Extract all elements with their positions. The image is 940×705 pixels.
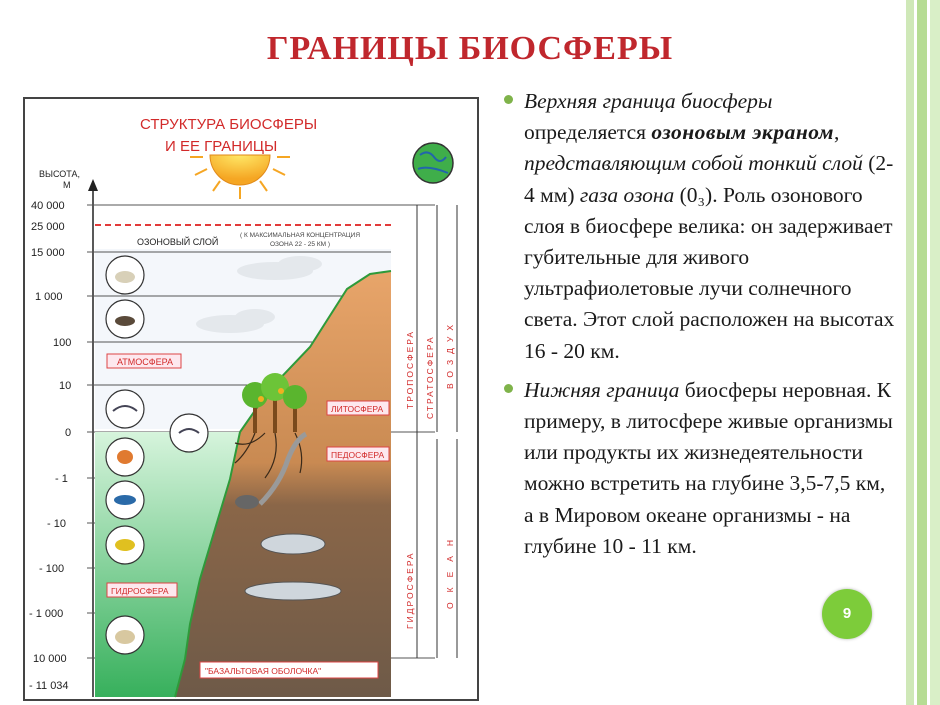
vertical-label-air: ВОЗДУХ bbox=[445, 318, 455, 389]
tick-10000: 10 000 bbox=[33, 653, 67, 665]
paragraph-lower-boundary bbox=[502, 375, 897, 562]
groundwater-lens-1 bbox=[261, 534, 325, 554]
vertical-label-troposphere: ТРОПОСФЕРА bbox=[405, 329, 415, 409]
vertical-label-ocean: ОКЕАН bbox=[445, 529, 455, 609]
ozone-note-line2: ОЗОНА 22 - 25 КМ ) bbox=[270, 241, 331, 248]
vertical-label-hydrosphere: ГИДРОСФЕРА bbox=[405, 551, 415, 629]
zone-label-hydrosphere: ГИДРОСФЕРА bbox=[111, 586, 169, 596]
slide-text bbox=[502, 86, 897, 570]
slide-title: ГРАНИЦЫ БИОСФЕРЫ bbox=[266, 30, 674, 67]
tick-15000: 15 000 bbox=[31, 247, 65, 259]
p1-text-c: (2-4 мм) bbox=[524, 151, 894, 207]
bullet-icon bbox=[504, 384, 513, 393]
tick-1000: 1 000 bbox=[35, 291, 63, 303]
insect-icon bbox=[170, 414, 208, 452]
zone-label-atmosphere: АТМОСФЕРА bbox=[117, 357, 174, 367]
lower-boundary-term: Нижняя граница bbox=[524, 377, 680, 402]
p1-italic-a: представляющим собой тонкий слой bbox=[524, 151, 863, 176]
biosphere-structure-diagram bbox=[23, 97, 479, 701]
zone-label-lithosphere: ЛИТОСФЕРА bbox=[331, 404, 384, 414]
axis-label-line1: ВЫСОТА, bbox=[39, 169, 80, 179]
zone-label-pedosphere: ПЕДОСФЕРА bbox=[331, 450, 385, 460]
ozone-note-line1: ( К МАКСИМАЛЬНАЯ КОНЦЕНТРАЦИЯ bbox=[240, 232, 361, 239]
tick-0: 0 bbox=[65, 427, 72, 439]
p2-text: биосферы неровная. К примеру, в литосфере живые организмы или продукты их жизнедеятельности можно встретить на глубине 3,5-7,5 км, а в Мировом океане организмы - на глубине 10 - 11 км. bbox=[524, 377, 893, 558]
tick-25000: 25 000 bbox=[31, 221, 65, 233]
tick-minus-1: - 1 bbox=[55, 473, 68, 485]
groundwater-lens-2 bbox=[245, 582, 341, 600]
tick-minus-1000: - 1 000 bbox=[29, 608, 64, 620]
vertical-label-stratosphere: СТРАТОСФЕРА bbox=[425, 335, 435, 419]
p1-text-d: (0₃). Роль озонового слоя в биосфере велика: он задерживает губительные для живого ультрафиолетовые лучи солнечного света. Этот слой расположен на высотах 16 - 20 км. bbox=[524, 182, 895, 363]
decorative-side-stripes bbox=[900, 0, 940, 705]
p1-text-b: , bbox=[833, 120, 840, 145]
tick-minus-10: - 10 bbox=[47, 518, 66, 530]
paragraph-upper-boundary bbox=[502, 86, 897, 367]
diagram-heading-line2: И ЕЕ ГРАНИЦЫ bbox=[165, 138, 278, 155]
tick-10: 10 bbox=[59, 380, 72, 392]
tick-100: 100 bbox=[53, 337, 72, 349]
diagram-heading-line1: СТРУКТУРА БИОСФЕРЫ bbox=[140, 116, 318, 133]
basalt-shell-label: "БАЗАЛЬТОВАЯ ОБОЛОЧКА" bbox=[205, 666, 322, 676]
tick-minus-11034: - 11 034 bbox=[29, 680, 69, 692]
upper-boundary-term: Верхняя граница биосферы bbox=[524, 89, 773, 113]
axis-label-line2: М bbox=[63, 180, 71, 190]
diagram-svg bbox=[25, 99, 477, 699]
ozone-gas-term: газа озона bbox=[579, 182, 675, 207]
p1-text-a: определяется bbox=[524, 120, 652, 145]
page-number-badge: 9 bbox=[822, 589, 872, 639]
bullet-icon bbox=[504, 95, 513, 104]
globe-icon bbox=[413, 143, 453, 183]
ozone-layer-label: ОЗОНОВЫЙ СЛОЙ bbox=[137, 237, 219, 247]
tick-minus-100: - 100 bbox=[39, 563, 65, 575]
mole-icon bbox=[235, 495, 259, 509]
ozone-screen-term: озоновым экраном bbox=[651, 120, 834, 145]
seabird-icon bbox=[106, 390, 144, 428]
tick-40000: 40 000 bbox=[31, 200, 65, 212]
